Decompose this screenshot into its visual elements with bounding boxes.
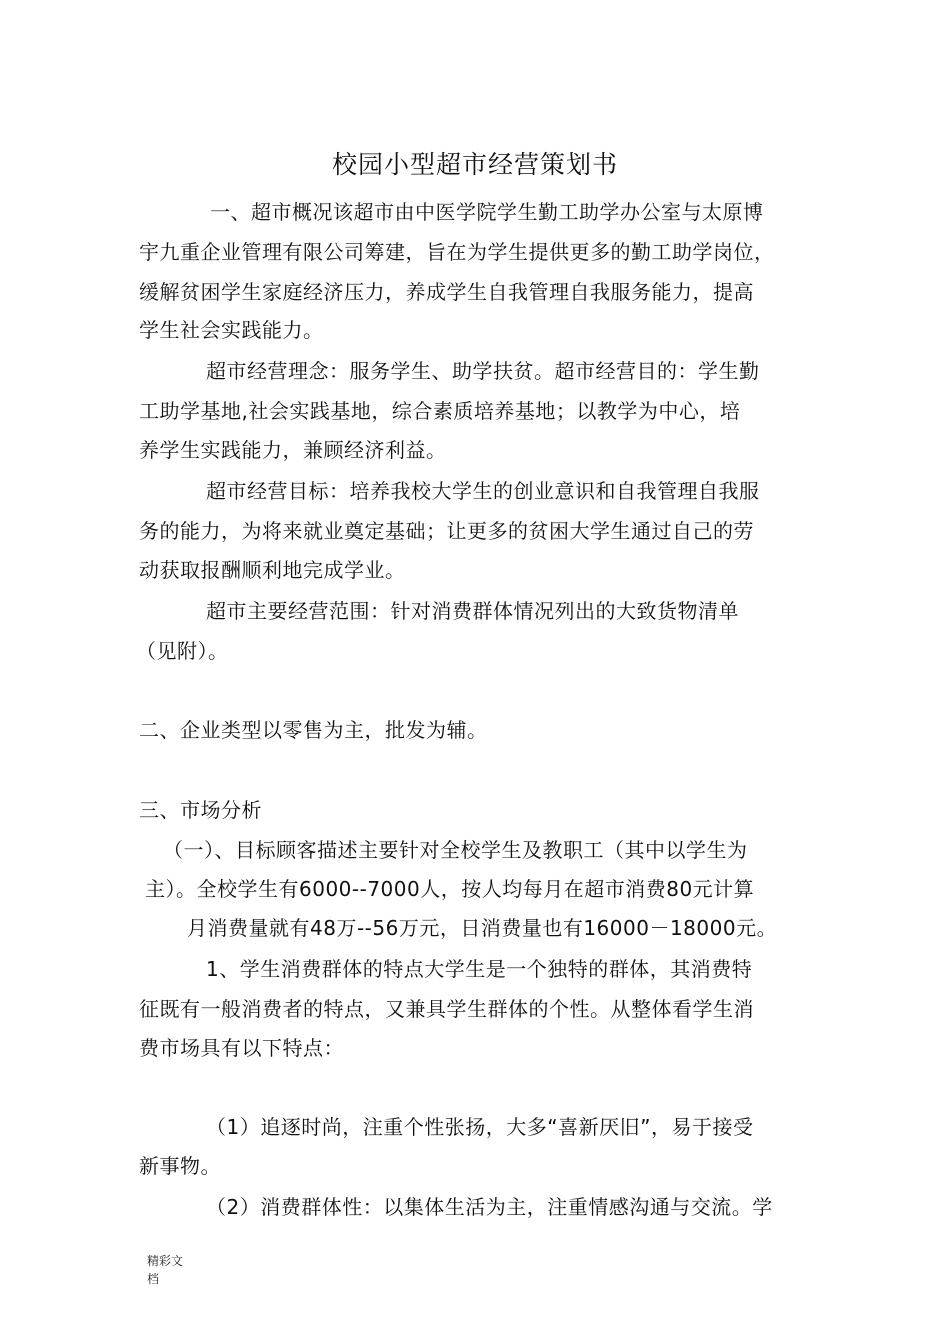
- paragraph-line: 超市主要经营范围：针对消费群体情况列出的大致货物清单: [206, 599, 739, 623]
- paragraph-line: 费市场具有以下特点：: [139, 1036, 344, 1060]
- paragraph-line: 超市经营理念：服务学生、助学扶贫。超市经营目的：学生勤: [206, 359, 760, 383]
- paragraph-line: 新事物。: [139, 1154, 221, 1178]
- page-footer: [147, 1252, 183, 1288]
- paragraph-line: 一、超市概况该超市由中医学院学生勤工助学办公室与太原博: [210, 200, 764, 224]
- paragraph-line: 月消费量就有48万--56万元，日消费量也有16000－18000元。: [187, 916, 778, 940]
- paragraph-line: （一）、目标顾客描述主要针对全校学生及教职工（其中以学生为: [163, 838, 748, 862]
- paragraph-line: 务的能力，为将来就业奠定基础；让更多的贫困大学生通过自己的劳: [139, 519, 754, 543]
- document-title: 校园小型超市经营策划书: [331, 150, 618, 179]
- paragraph-line: 工助学基地,社会实践基地，综合素质培养基地；以教学为中心，培: [139, 399, 741, 423]
- paragraph-line: 学生社会实践能力。: [139, 318, 324, 342]
- paragraph-line: 宇九重企业管理有限公司筹建，旨在为学生提供更多的勤工助学岗位，: [139, 240, 775, 264]
- footer-text-line: 精彩文: [147, 1254, 184, 1268]
- paragraph-line: 主）。全校学生有6000--7000人，按人均每月在超市消费80元计算: [145, 877, 755, 901]
- footer-text-line: 档: [147, 1272, 160, 1286]
- paragraph-line: 养学生实践能力，兼顾经济利益。: [139, 438, 447, 462]
- section-heading: 二、企业类型以零售为主，批发为辅。: [139, 718, 488, 742]
- paragraph-line: 超市经营目标：培养我校大学生的创业意识和自我管理自我服: [206, 479, 760, 503]
- paragraph-line: 征既有一般消费者的特点，又兼具学生群体的个性。从整体看学生消: [139, 997, 754, 1021]
- paragraph-line: 缓解贫困学生家庭经济压力，养成学生自我管理自我服务能力，提高: [139, 280, 754, 304]
- paragraph-line: （1）追逐时尚，注重个性张扬，大多“喜新厌旧”，易于接受: [206, 1115, 754, 1139]
- paragraph-line: 动获取报酬顺利地完成学业。: [139, 558, 406, 582]
- paragraph-line: 1、学生消费群体的特点大学生是一个独特的群体，其消费特: [206, 957, 753, 981]
- section-heading: 三、市场分析: [139, 798, 262, 822]
- paragraph-line: （2）消费群体性：以集体生活为主，注重情感沟通与交流。学: [206, 1195, 773, 1219]
- paragraph-line: （见附）。: [136, 639, 229, 663]
